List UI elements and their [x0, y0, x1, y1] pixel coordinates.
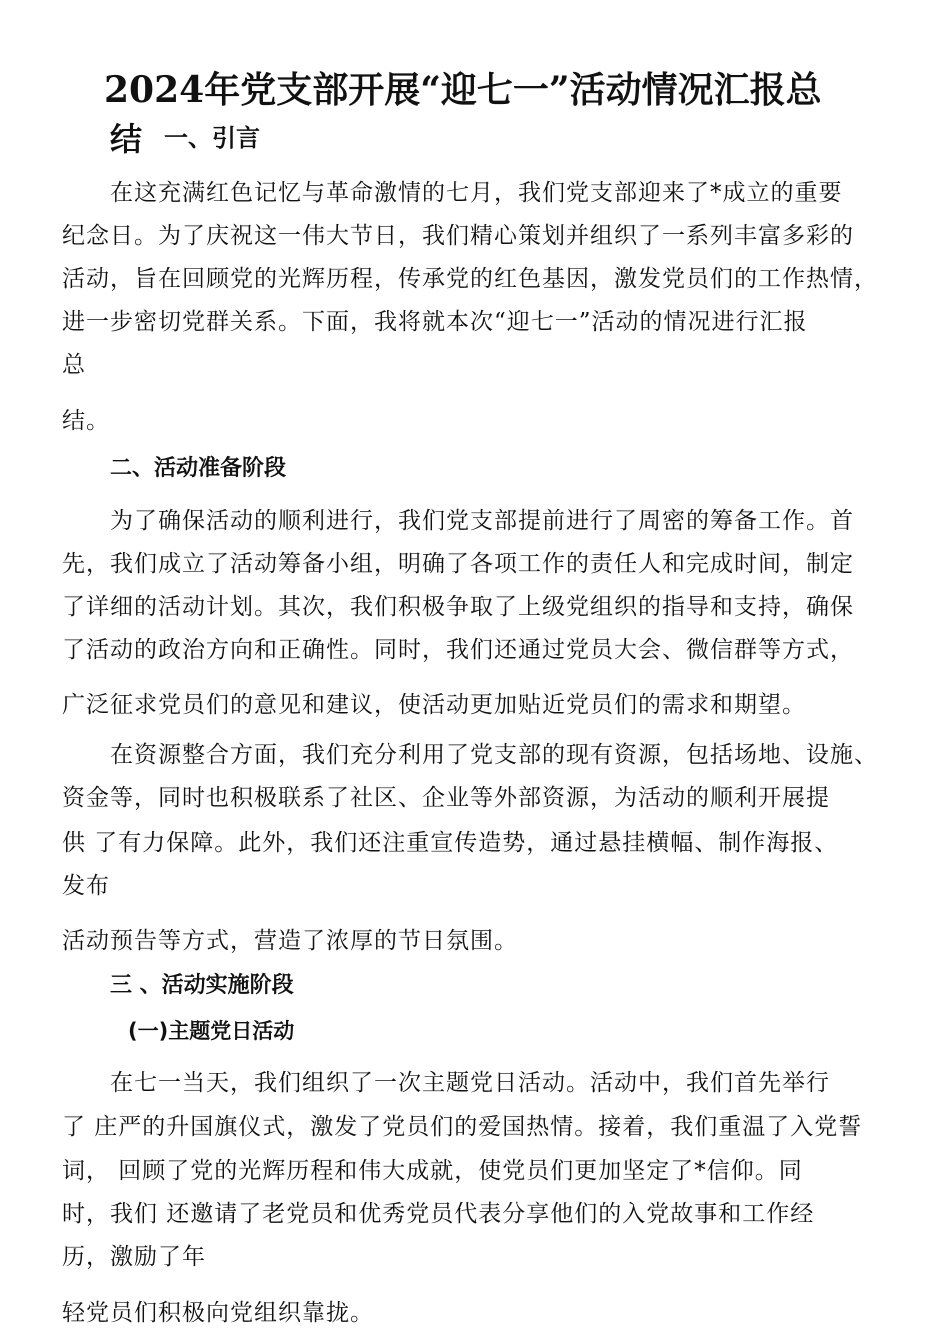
- paragraph-line: 时，我们 还邀请了老党员和优秀党员代表分享他们的入党故事和工作经: [62, 1201, 815, 1227]
- paragraph-line: 在七一当天，我们组织了一次主题党日活动。活动中，我们首先举行: [110, 1070, 830, 1096]
- paragraph-line: 为了确保活动的顺利进行，我们党支部提前进行了周密的筹备工作。首: [110, 508, 854, 534]
- paragraph-line: 在这充满红色记忆与革命激情的七月，我们党支部迎来了*成立的重要: [110, 180, 843, 206]
- paragraph-line: 活动预告等方式，营造了浓厚的节日氛围。: [62, 928, 518, 954]
- paragraph-line: 总: [62, 352, 86, 378]
- paragraph-line: 纪念日。为了庆祝这一伟大节日，我们精心策划并组织了一系列丰富多彩的: [62, 223, 854, 249]
- paragraph-line: 结。: [62, 408, 110, 434]
- paragraph-line: 历，激励了年: [62, 1244, 206, 1270]
- paragraph-line: 了活动的政治方向和正确性。同时，我们还通过党员大会、微信群等方式，: [62, 637, 854, 663]
- paragraph-line: 广泛征求党员们的意见和建议，使活动更加贴近党员们的需求和期望。: [62, 692, 806, 718]
- paragraph-line: 了 庄严的升国旗仪式，激发了党员们的爱国热情。接着，我们重温了入党誓: [62, 1114, 863, 1140]
- document-title-line-2: 结: [110, 120, 143, 158]
- paragraph-line: 发布: [62, 873, 110, 899]
- paragraph-line: 了详细的活动计划。其次，我们积极争取了上级党组织的指导和支持，确保: [62, 594, 854, 620]
- section-heading-introduction: 一、引言: [164, 124, 260, 152]
- paragraph-line: 进一步密切党群关系。下面，我将就本次“迎七一”活动的情况进行汇报: [62, 309, 808, 335]
- paragraph-line: 轻党员们积极向党组织靠拢。: [62, 1300, 374, 1326]
- paragraph-line: 词， 回顾了党的光辉历程和伟大成就，使党员们更加坚定了*信仰。同: [62, 1158, 803, 1184]
- paragraph-line: 活动，旨在回顾党的光辉历程，传承党的红色基因，激发党员们的工作热情，: [62, 266, 878, 292]
- section-heading-implementation: 三 、活动实施阶段: [110, 973, 294, 998]
- paragraph-line: 在资源整合方面，我们充分利用了党支部的现有资源，包括场地、设施、: [110, 742, 878, 768]
- document-title-line-1: 2024年党支部开展“迎七一”活动情况汇报总: [104, 69, 822, 111]
- paragraph-line: 供 了有力保障。此外，我们还注重宣传造势，通过悬挂横幅、制作海报、: [62, 830, 839, 856]
- section-heading-preparation: 二、活动准备阶段: [110, 456, 287, 481]
- subsection-heading-theme-day: (一)主题党日活动: [128, 1019, 295, 1043]
- paragraph-line: 资金等，同时也积极联系了社区、企业等外部资源，为活动的顺利开展提: [62, 785, 830, 811]
- paragraph-line: 先，我们成立了活动筹备小组，明确了各项工作的责任人和完成时间，制定: [62, 551, 854, 577]
